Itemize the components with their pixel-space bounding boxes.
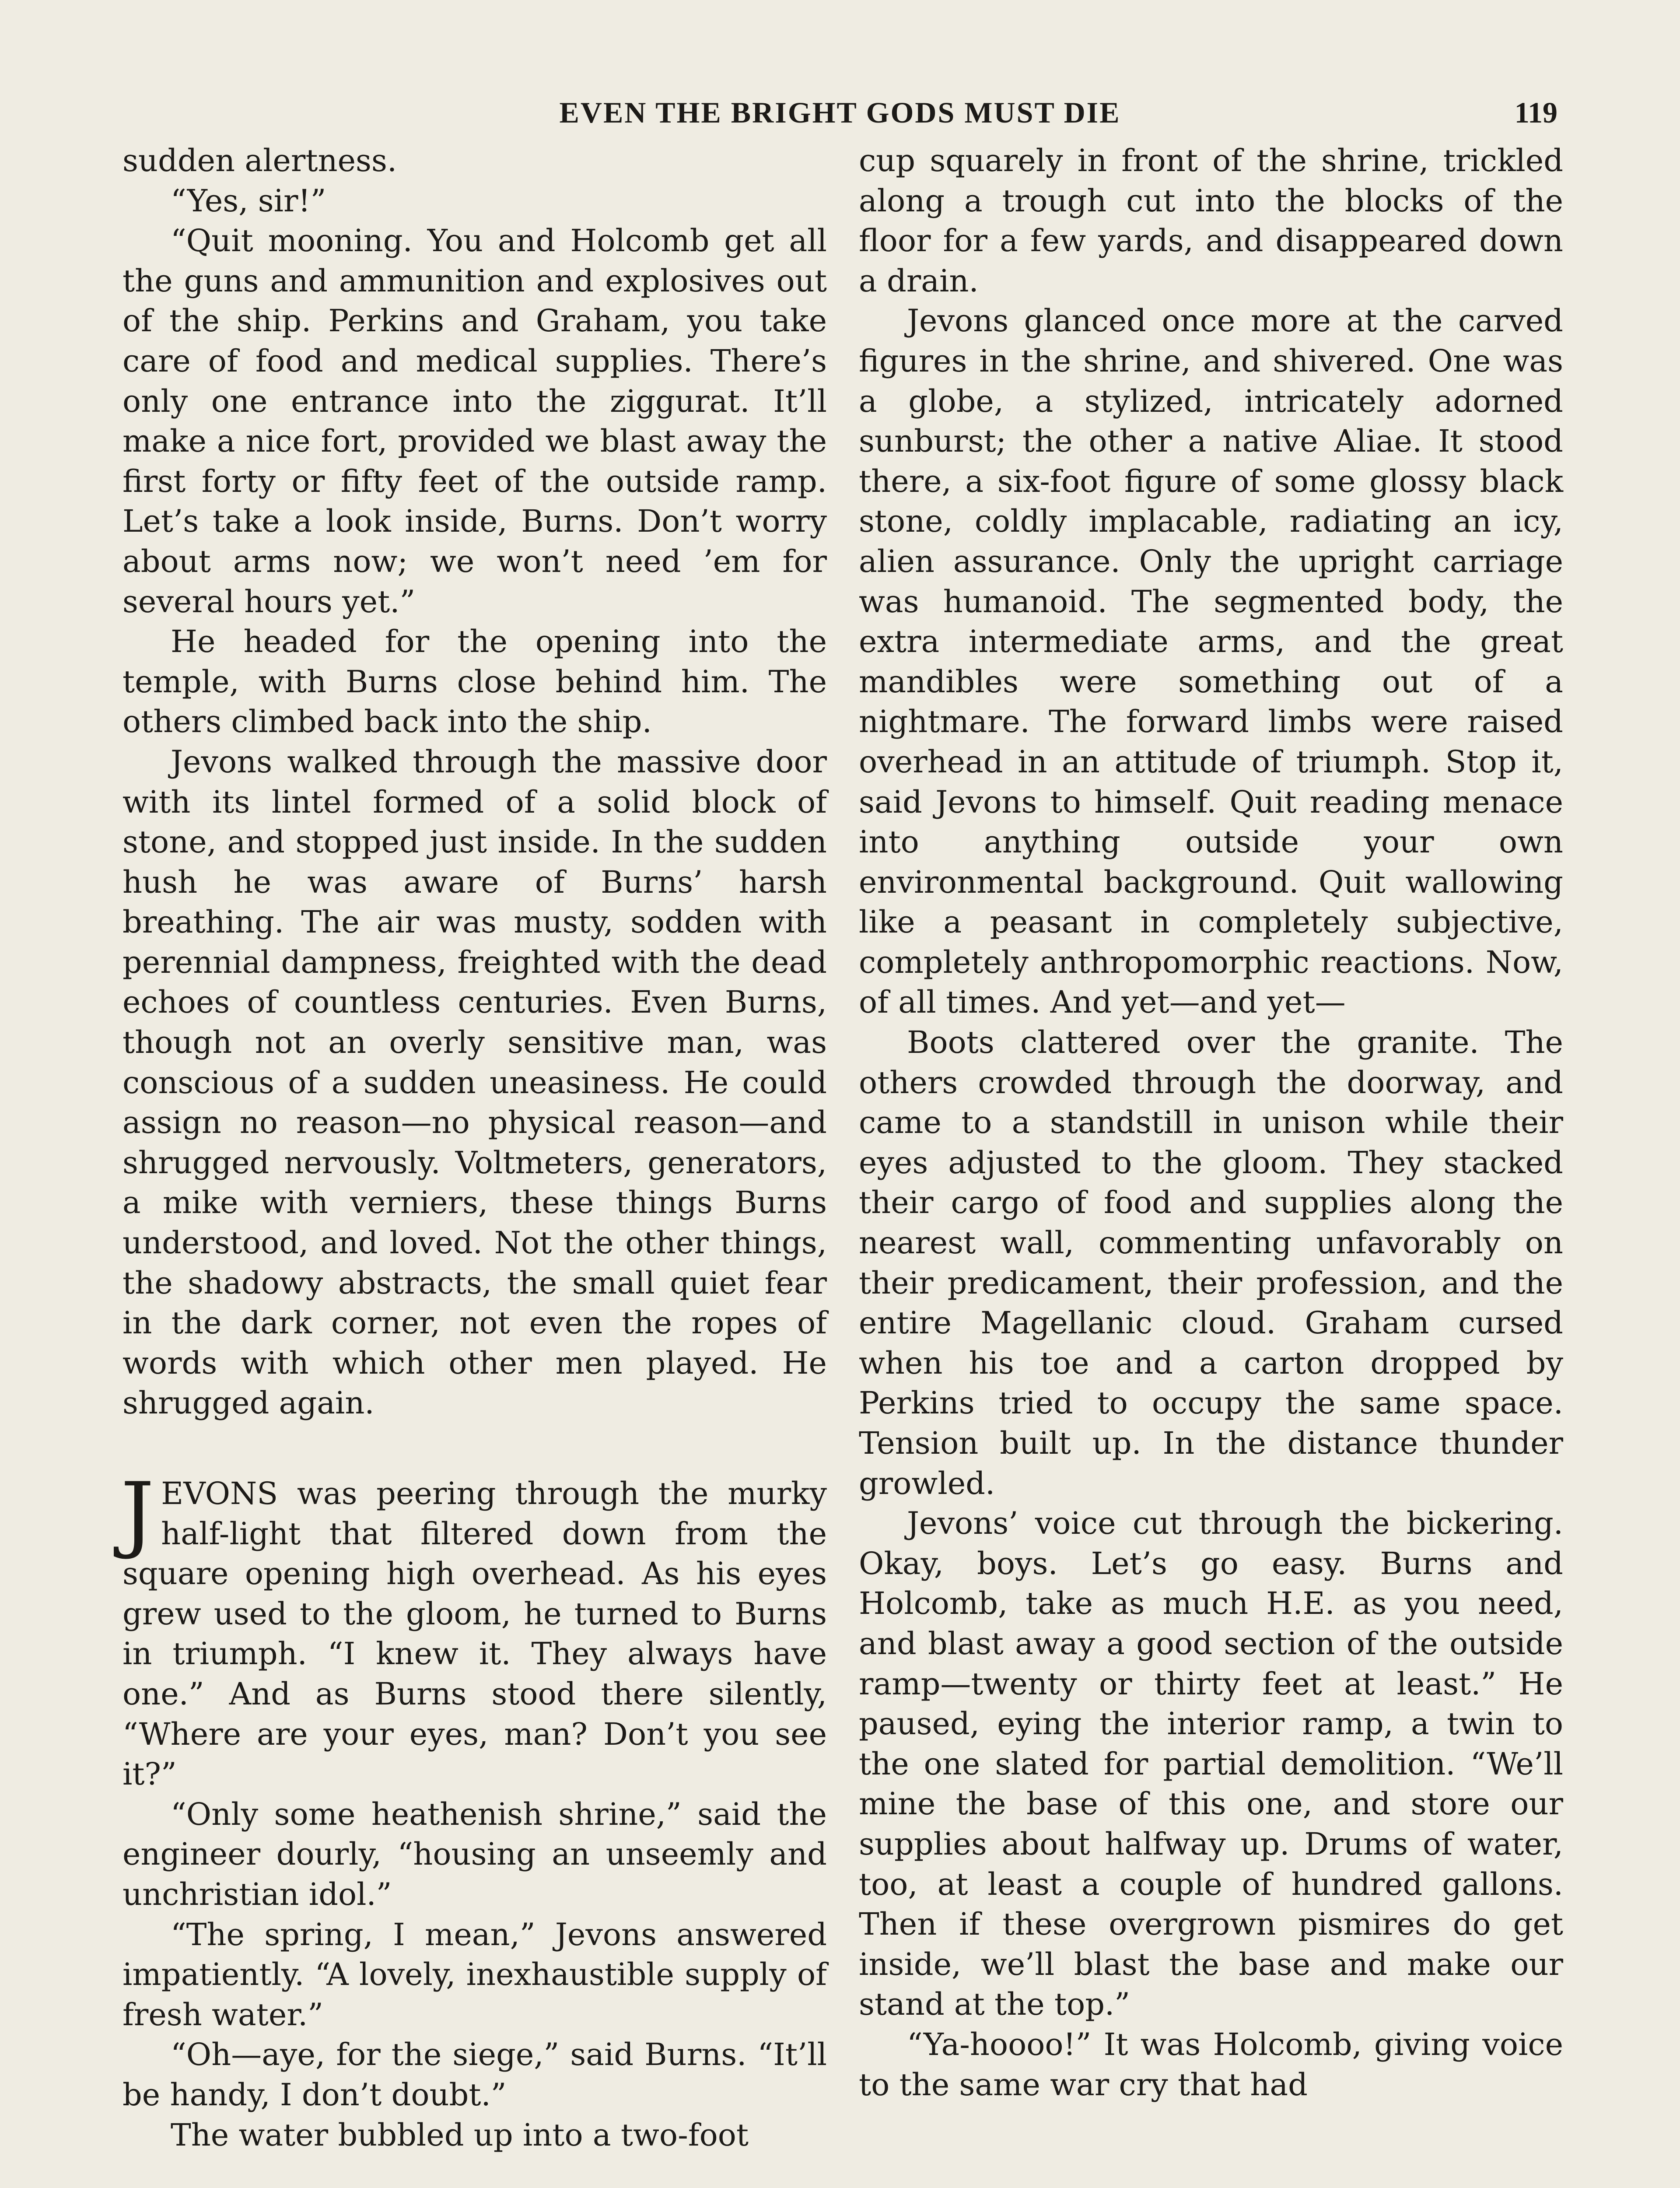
page-number: 119 [1514,96,1558,129]
paragraph: He headed for the opening into the temple, with Burns close behind him. The others climbed back into the ship. [122,624,827,740]
paragraph: “Yes, sir!” [171,182,326,219]
paragraph: Jevons’ voice cut through the bickering. Okay, boys. Let’s go easy. Burns and Holcomb, take as much H.E. as you need, and blast away a good section of the outside ramp—twenty or thirty feet at least.” He paused, eying the interior ramp, a twin to the one slated for partial demolition. “We’ll mine the base of this one, and store our supplies about halfway up. Drums of water, too, at least a couple of hundred gallons. Then if these overgrown pismires do get inside, we’ll blast the base and make our stand at the top.” [859,1505,1563,2023]
paragraph-text: EVONS was peering through the murky half-light that filtered down from the square opening high overhead. As his eyes grew used to the gloom, he turned to Burns in triumph. “I knew it. They always have one.” And as Burns stood there silently, “Where are your eyes, man? Don’t you see it?” [122,1476,827,1792]
paragraph: “Quit mooning. You and Holcomb get all the guns and ammunition and explosives out of the ship. Perkins and Graham, you take care of food and medical supplies. There’s only one entrance into the ziggurat. It’ll make a nice fort, provided we blast away the first forty or fifty feet of the outside ramp. Let’s take a look inside, Burns. Don’t worry about arms now; we won’t need ’em for several hours yet.” [122,223,827,620]
paragraph: “Oh—aye, for the siege,” said Burns. “It’ll be handy, I don’t doubt.” [122,2037,827,2113]
running-title: EVEN THE BRIGHT GODS MUST DIE [559,96,1121,129]
paragraph: sudden alertness. [122,143,397,179]
paragraph: Boots clattered over the granite. The others crowded through the doorway, and came to a standstill in unison while their eyes adjusted to the gloom. They stacked their cargo of food and supplies along the nearest wall, commenting unfavorably on their predicament, their profession, and the entire Magellanic cloud. Graham cursed when his toe and a carton dropped by Perkins tried to occupy the same space. Tension built up. In the distance thunder growled. [859,1024,1563,1501]
paragraph-dropcap [121,1465,827,1795]
paragraph: “Only some heathenish shrine,” said the engineer dourly, “housing an unseemly and unchristian idol.” [122,1796,827,1912]
drop-cap: J [121,1465,154,1561]
paragraph: “Ya-hoooo!” It was Holcomb, giving voice to the same war cry that had [859,2026,1563,2103]
paragraph: “The spring, I mean,” Jevons answered impatiently. “A lovely, inexhaustible supply of fresh water.” [122,1916,827,2033]
right-column [859,141,1563,2105]
running-header [122,95,1558,135]
left-column [122,141,827,2155]
section-break [122,1424,827,1474]
paragraph: Jevons walked through the massive door with its lintel formed of a solid block of stone, and stopped just inside. In the sudden hush he was aware of Burns’ harsh breathing. The air was musty, sodden with perennial dampness, freighted with the dead echoes of countless centuries. Even Burns, though not an overly sensitive man, was conscious of a sudden uneasiness. He could assign no reason—no physical reason—and shrugged nervously. Voltmeters, generators, a mike with verniers, these things Burns understood, and loved. Not the other things, the shadowy abstracts, the small quiet fear in the dark corner, not even the ropes of words with which other men played. He shrugged again. [122,743,827,1421]
paragraph: Jevons glanced once more at the carved figures in the shrine, and shivered. One was a globe, a stylized, intricately adorned sunburst; the other a native Aliae. It stood there, a six-foot figure of some glossy black stone, coldly implacable, radiating an icy, alien assurance. Only the upright carriage was humanoid. The segmented body, the extra intermediate arms, and the great mandibles were something out of a nightmare. The forward limbs were raised overhead in an attitude of triumph. Stop it, said Jevons to himself. Quit reading menace into anything outside your own environmental background. Quit wallowing like a peasant in completely subjective, completely anthropomorphic reactions. Now, of all times. And yet—and yet— [859,303,1563,1020]
paragraph: cup squarely in front of the shrine, trickled along a trough cut into the blocks of the floor for a few yards, and disappeared down a drain. [859,143,1563,299]
paragraph: The water bubbled up into a two-foot [171,2117,749,2153]
